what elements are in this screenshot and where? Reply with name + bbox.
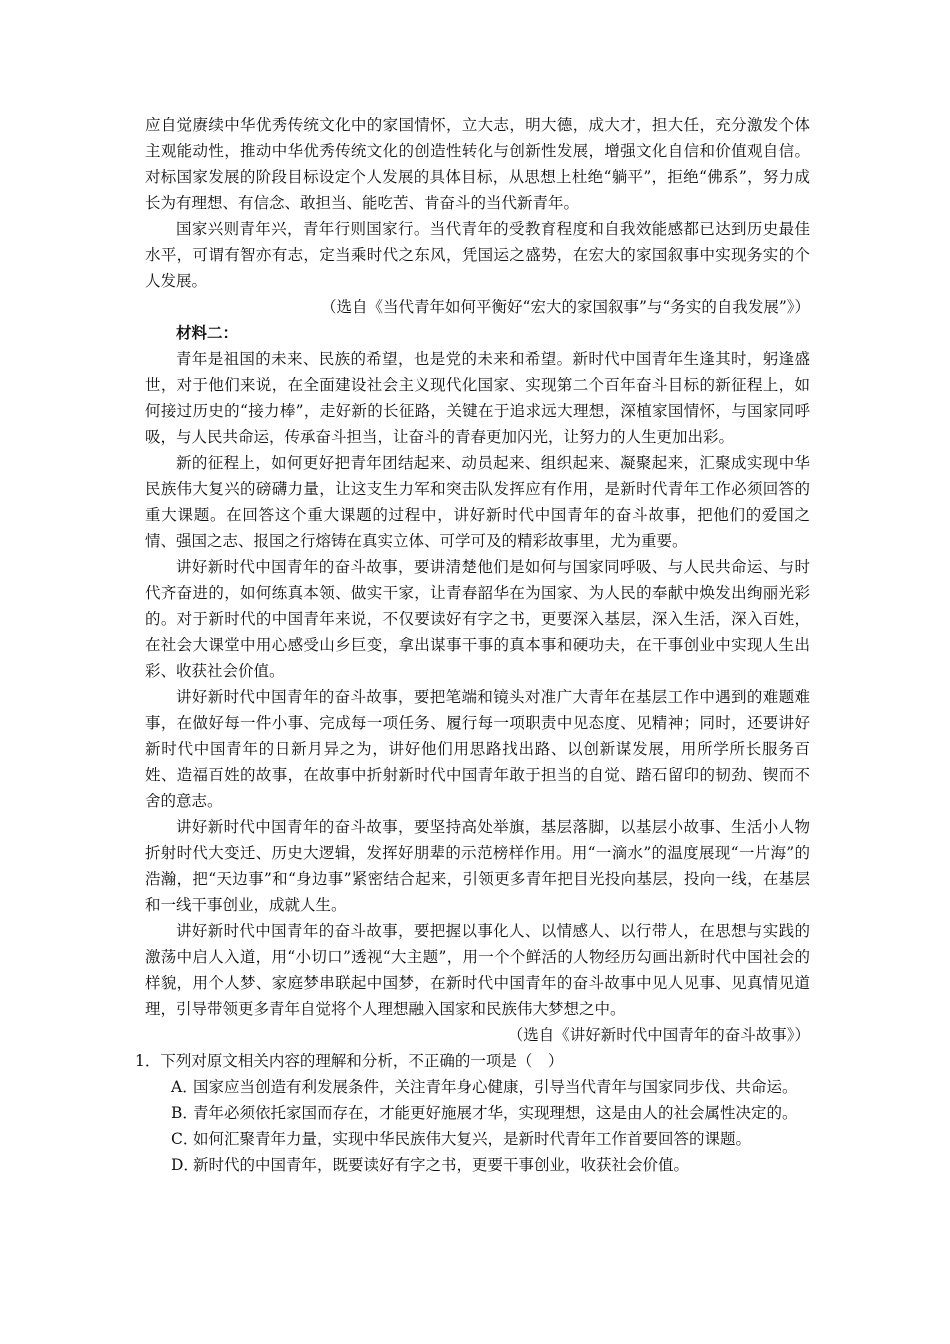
paragraph: 讲好新时代中国青年的奋斗故事，要讲清楚他们是如何与国家同呼吸、与人民共命运、与时代齐奋进的，如何练真本领、做实干家，让青春韶华在为国家、为人民的奉献中焕发出绚丽光彩的。对于新时代的中国青年来说，不仅要读好有字之书，更要深入基层，深入生活，深入百姓，在社会大课堂中用心感受山乡巨变，拿出谋事干事的真本事和硬功夫，在干事创业中实现人生出彩、收获社会价值。 — [145, 558, 810, 680]
paragraph: 应自觉赓续中华优秀传统文化中的家国情怀，立大志，明大德，成大才，担大任，充分激发个体主观能动性，推动中华优秀传统文化的创造性转化与创新性发展，增强文化自信和价值观自信。对标国家发展的阶段目标设定个人发展的具体目标，从思想上杜绝“躺平”，拒绝“佛系”，努力成长为有理想、有信念、敢担当、能吃苦、肯奋斗的当代新青年。 — [145, 116, 810, 212]
section-heading: 材料二： — [176, 323, 239, 342]
option-text: 国家应当创造有利发展条件，关注青年身心健康，引导当代青年与国家同步伐、共命运。 — [193, 1078, 798, 1096]
paragraph: 讲好新时代中国青年的奋斗故事，要把握以事化人、以情感人、以行带人，在思想与实践的激荡中启人入道，用“小切口”透视“大主题”，用一个个鲜活的人物经历勾画出新时代中国社会的样貌，用个人梦、家庭梦串联起中国梦，在新时代中国青年的奋斗故事中见人见事、见真情见道理，引导带领更多青年自觉将个人理想融入国家和民族伟大梦想之中。 — [145, 922, 810, 1018]
option-list — [171, 1074, 810, 1178]
option-text: 新时代的中国青年，既要读好有字之书，更要干事创业，收获社会价值。 — [193, 1156, 690, 1174]
question-stem: 1．下列对原文相关内容的理解和分析，不正确的一项是（ ） — [135, 1052, 564, 1070]
option-b — [171, 1100, 810, 1126]
option-key: D． — [171, 1156, 199, 1174]
source-citation: （选自《当代青年如何平衡好“宏大的家国叙事”与“务实的自我发展”》） — [321, 298, 810, 316]
question-1 — [135, 1048, 810, 1178]
paragraph: 新的征程上，如何更好把青年团结起来、动员起来、组织起来、凝聚起来，汇聚成实现中华民族伟大复兴的磅礴力量，让这支生力军和突击队发挥应有作用，是新时代青年工作必须回答的重大课题。在回答这个重大课题的过程中，讲好新时代中国青年的奋斗故事，把他们的爱国之情、强国之志、报国之行熔铸在真实立体、可学可及的精彩故事里，尤为重要。 — [145, 454, 810, 550]
option-text: 如何汇聚青年力量，实现中华民族伟大复兴，是新时代青年工作首要回答的课题。 — [193, 1130, 752, 1148]
option-key: B． — [171, 1104, 198, 1122]
paragraph: 国家兴则青年兴，青年行则国家行。当代青年的受教育程度和自我效能感都已达到历史最佳水平，可谓有智亦有志，定当乘时代之东风，凭国运之盛势，在宏大的家国叙事中实现务实的个人发展。 — [145, 220, 810, 290]
paragraph: 讲好新时代中国青年的奋斗故事，要把笔端和镜头对准广大青年在基层工作中遇到的难题难事，在做好每一件小事、完成每一项任务、履行每一项职责中见态度、见精神；同时，还要讲好新时代中国青年的日新月异之为，讲好他们用思路找出路、以创新谋发展，用所学所长服务百姓、造福百姓的故事，在故事中折射新时代中国青年敢于担当的自觉、踏石留印的韧劲、锲而不舍的意志。 — [145, 688, 810, 810]
option-text: 青年必须依托家国而存在，才能更好施展才华，实现理想，这是由人的社会属性决定的。 — [193, 1104, 798, 1122]
option-a — [171, 1074, 810, 1100]
document-page — [135, 112, 810, 1178]
paragraph: 讲好新时代中国青年的奋斗故事，要坚持高处举旗，基层落脚，以基层小故事、生活小人物折射时代大变迁、历史大逻辑，发挥好朋辈的示范榜样作用。用“一滴水”的温度展现“一片海”的浩瀚，把“天边事”和“身边事”紧密结合起来，引领更多青年把目光投向基层，投向一线，在基层和一线干事创业，成就人生。 — [145, 818, 810, 914]
material-two — [145, 320, 810, 1048]
option-c — [171, 1126, 810, 1152]
source-citation: （选自《讲好新时代中国青年的奋斗故事》） — [507, 1026, 810, 1044]
material-one-excerpt — [145, 112, 810, 320]
option-d — [171, 1152, 810, 1178]
option-key: C． — [171, 1130, 199, 1148]
paragraph: 青年是祖国的未来、民族的希望，也是党的未来和希望。新时代中国青年生逢其时，躬逢盛世，对于他们来说，在全面建设社会主义现代化国家、实现第二个百年奋斗目标的新征程上，如何接过历史的“接力棒”，走好新的长征路，关键在于追求远大理想，深植家国情怀，与国家同呼吸，与人民共命运，传承奋斗担当，让奋斗的青春更加闪光，让努力的人生更加出彩。 — [145, 350, 810, 446]
option-key: A． — [171, 1078, 198, 1096]
